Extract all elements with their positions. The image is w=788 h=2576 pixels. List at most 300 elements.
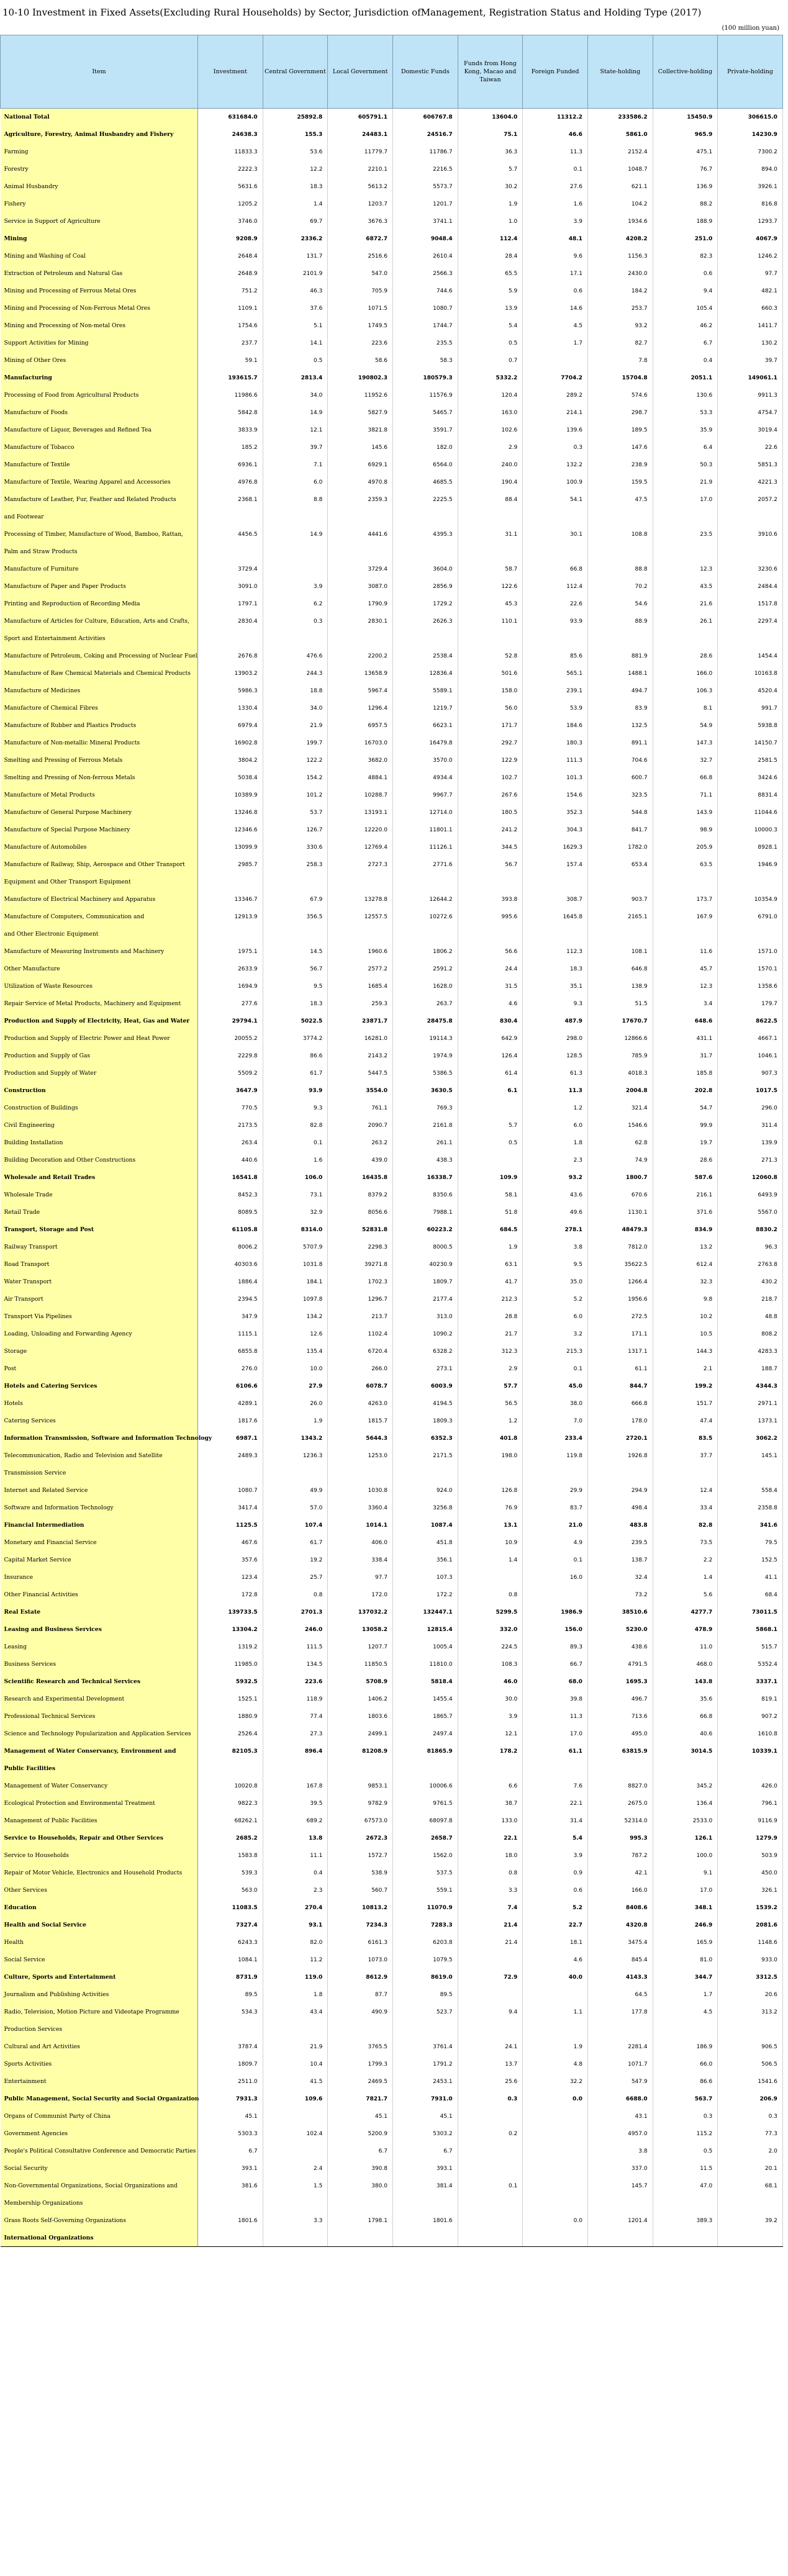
table-cell [523,352,588,369]
table-cell [587,2021,653,2038]
table-cell: 393.1 [392,2160,458,2177]
table-cell: 185.2 [198,439,263,456]
table-cell: 61.4 [458,1065,523,1082]
table-cell: 102.4 [263,2125,328,2143]
table-cell: 296.0 [718,1100,783,1117]
table-cell: 41.5 [263,2073,328,2090]
table-cell: 38.0 [523,1395,588,1412]
table-cell: 1411.7 [718,317,783,335]
table-cell: 52831.8 [328,1221,393,1239]
table-cell: 646.8 [587,960,653,978]
table-cell: 21.9 [653,474,718,491]
table-row [1,595,783,613]
table-cell: 49.9 [263,1482,328,1499]
table-cell: 3647.9 [198,1082,263,1100]
table-cell: 5644.3 [328,1430,393,1447]
table-cell: 1782.0 [587,839,653,856]
table-cell: 246.0 [263,1621,328,1638]
table-cell: 907.2 [718,1708,783,1725]
table-cell: 1205.2 [198,196,263,213]
table-cell: 40.6 [653,1725,718,1743]
row-label: Extraction of Petroleum and Natural Gas [1,265,198,282]
table-cell: 184.2 [587,282,653,300]
table-cell: 6688.0 [587,2090,653,2108]
table-cell [458,2143,523,2160]
table-row [1,439,783,456]
table-cell: 2469.5 [328,2073,393,2090]
row-label: Water Transport [1,1273,198,1291]
table-row [1,665,783,682]
table-cell: 97.7 [328,1569,393,1586]
table-cell: 560.7 [328,1882,393,1899]
table-cell: 1.9 [263,1412,328,1430]
table-cell: 93.2 [587,317,653,335]
row-label: Retail Trade [1,1204,198,1221]
row-label: Other Services [1,1882,198,1899]
table-cell: 85.6 [523,648,588,665]
table-cell: 9.1 [653,1864,718,1882]
table-cell: 1266.4 [587,1273,653,1291]
table-cell: 7300.2 [718,143,783,161]
table-cell: 8831.4 [718,787,783,804]
table-cell: 6.6 [458,1778,523,1795]
table-cell: 56.7 [263,960,328,978]
table-cell: 1803.6 [328,1708,393,1725]
table-cell: 3.2 [523,1326,588,1343]
table-cell: 6987.1 [198,1430,263,1447]
table-cell [458,1465,523,1482]
table-cell: 2430.0 [587,265,653,282]
table-row [1,1013,783,1030]
table-cell: 39.2 [718,2212,783,2230]
table-cell: 3.4 [653,995,718,1013]
table-cell: 1629.3 [523,839,588,856]
table-cell: 277.6 [198,995,263,1013]
row-label: Mining [1,230,198,248]
table-cell: 995.3 [587,1830,653,1847]
table-cell: 2057.2 [718,491,783,508]
table-cell: 1203.7 [328,196,393,213]
table-cell: 0.6 [523,282,588,300]
table-cell: 137032.2 [328,1604,393,1621]
table-row [1,630,783,648]
table-row [1,404,783,422]
table-cell: 159.5 [587,474,653,491]
table-cell: 1279.9 [718,1830,783,1847]
table-row [1,2004,783,2021]
table-cell [523,508,588,526]
row-label: Transport Via Pipelines [1,1308,198,1326]
table-row [1,839,783,856]
table-cell [587,874,653,891]
table-cell: 138.9 [587,978,653,995]
table-cell: 39.5 [263,1795,328,1812]
table-cell: 621.1 [587,178,653,196]
row-label: Cultural and Art Activities [1,2038,198,2056]
table-cell: 1809.7 [392,1273,458,1291]
table-cell: 43.1 [587,2108,653,2125]
row-label: Grass Roots Self-Governing Organizations [1,2212,198,2230]
table-cell [458,1569,523,1586]
table-cell: 11044.6 [718,804,783,821]
table-cell: 390.8 [328,2160,393,2177]
table-cell: 0.8 [458,1864,523,1882]
table-cell: 5986.3 [198,682,263,700]
row-label: Public Management, Social Security and Social Organization [1,2090,198,2108]
table-cell: 1946.9 [718,856,783,874]
table-cell: 28.6 [653,1152,718,1169]
table-cell: 1090.2 [392,1326,458,1343]
table-cell: 10.2 [653,1308,718,1326]
table-cell: 430.2 [718,1273,783,1291]
table-cell: 6623.1 [392,717,458,734]
table-cell: 263.7 [392,995,458,1013]
table-cell: 393.1 [198,2160,263,2177]
table-cell: 172.0 [328,1586,393,1604]
table-cell: 47.4 [653,1412,718,1430]
table-cell: 15704.8 [587,369,653,387]
table-row [1,1082,783,1100]
table-cell: 4395.3 [392,526,458,543]
table-cell: 2101.9 [263,265,328,282]
table-cell: 2591.2 [392,960,458,978]
table-cell: 241.2 [458,821,523,839]
table-cell [392,630,458,648]
table-cell: 523.7 [392,2004,458,2021]
table-cell: 1749.5 [328,317,393,335]
table-cell: 14.9 [263,404,328,422]
table-cell: 9.4 [653,282,718,300]
table-cell: 152.5 [718,1552,783,1569]
table-cell [392,508,458,526]
table-cell: 165.9 [653,1934,718,1951]
table-cell [458,2195,523,2212]
table-row [1,1186,783,1204]
table-row [1,230,783,248]
table-cell [587,630,653,648]
table-cell [458,508,523,526]
table-cell: 52.8 [458,648,523,665]
table-cell: 1645.8 [523,908,588,926]
table-cell [328,630,393,648]
table-cell: 108.1 [587,943,653,960]
table-cell: 263.2 [328,1134,393,1152]
table-cell: 1330.4 [198,700,263,717]
table-row [1,1308,783,1326]
table-cell: 2210.1 [328,161,393,178]
row-label: Repair Service of Metal Products, Machinery and Equipment [1,995,198,1013]
table-cell: 171.1 [587,1326,653,1343]
table-cell: 6929.1 [328,456,393,474]
table-cell: 13246.8 [198,804,263,821]
table-cell: 341.6 [718,1517,783,1534]
table-row [1,1673,783,1691]
table-cell: 82.8 [653,1517,718,1534]
table-cell: 166.0 [587,1882,653,1899]
table-cell: 74.9 [587,1152,653,1169]
table-cell: 98.9 [653,821,718,839]
table-cell: 10000.3 [718,821,783,839]
table-cell: 149061.1 [718,369,783,387]
table-row [1,856,783,874]
table-cell: 5.1 [263,317,328,335]
table-cell: 4520.4 [718,682,783,700]
table-cell: 0.8 [458,1586,523,1604]
table-cell: 689.2 [263,1812,328,1830]
table-cell: 12769.4 [328,839,393,856]
table-cell: 73.2 [587,1586,653,1604]
table-cell: 6791.0 [718,908,783,926]
table-cell: 563.0 [198,1882,263,1899]
table-cell: 216.1 [653,1186,718,1204]
table-cell: 11312.2 [523,109,588,126]
table-cell: 251.0 [653,230,718,248]
row-label: Palm and Straw Products [1,543,198,561]
table-cell: 2453.1 [392,2073,458,2090]
row-label: Production and Supply of Electric Power and Heat Power [1,1030,198,1047]
table-cell: 8.8 [263,491,328,508]
table-cell: 9116.9 [718,1812,783,1830]
row-label: Manufacture of Special Purpose Machinery [1,821,198,839]
table-cell: 28.6 [653,648,718,665]
table-cell: 539.3 [198,1864,263,1882]
table-row [1,2073,783,2090]
table-cell: 246.9 [653,1917,718,1934]
table-cell: 2004.8 [587,1082,653,1100]
table-cell [392,2230,458,2247]
table-cell: 1148.6 [718,1934,783,1951]
table-cell: 506.5 [718,2056,783,2073]
table-cell: 5509.2 [198,1065,263,1082]
table-cell: 1797.1 [198,595,263,613]
table-cell: 4221.3 [718,474,783,491]
table-cell: 147.6 [587,439,653,456]
table-cell [392,1465,458,1482]
table-cell: 20055.2 [198,1030,263,1047]
table-cell: 39.7 [263,439,328,456]
table-cell [653,926,718,943]
row-label: Processing of Timber, Manufacture of Wood, Bamboo, Rattan, [1,526,198,543]
table-cell: 7.0 [523,1412,588,1430]
table-cell: 332.0 [458,1621,523,1638]
table-cell: 0.9 [523,1864,588,1882]
table-cell: 158.0 [458,682,523,700]
table-cell: 82.7 [587,335,653,352]
table-cell: 7.4 [458,1899,523,1917]
table-cell: 35.1 [523,978,588,995]
table-cell: 380.0 [328,2177,393,2195]
table-cell: 2830.1 [328,613,393,630]
table-cell: 109.6 [263,2090,328,2108]
row-label: Management of Water Conservancy [1,1778,198,1795]
table-row [1,1899,783,1917]
table-cell: 1790.9 [328,595,393,613]
table-cell: 1017.5 [718,1082,783,1100]
table-cell: 258.3 [263,856,328,874]
table-cell: 212.3 [458,1291,523,1308]
table-cell: 670.6 [587,1186,653,1204]
row-label: Manufacture of Foods [1,404,198,422]
table-cell: 1097.8 [263,1291,328,1308]
row-label: Transmission Service [1,1465,198,1482]
table-cell: 796.1 [718,1795,783,1812]
table-cell: 8350.6 [392,1186,458,1204]
table-cell [653,630,718,648]
table-cell: 2499.1 [328,1725,393,1743]
row-label: Forestry [1,161,198,178]
table-cell: 3312.5 [718,1969,783,1986]
table-cell: 66.7 [523,1656,588,1673]
table-cell: 1115.1 [198,1326,263,1343]
table-cell: 1801.6 [392,2212,458,2230]
table-cell: 431.1 [653,1030,718,1047]
table-cell: 2358.8 [718,1499,783,1517]
table-cell: 1048.7 [587,161,653,178]
table-row [1,1743,783,1760]
table-cell: 13278.8 [328,891,393,908]
page-title: 10-10 Investment in Fixed Assets(Excluding Rural Households) by Sector, Jurisdiction ofManagement, Registration Status and Holding Type (2017) [2,7,702,18]
row-label: Mining and Washing of Coal [1,248,198,265]
table-cell: 468.0 [653,1656,718,1673]
table-cell: 9.8 [653,1291,718,1308]
column-header: Item [1,35,198,109]
table-cell: 751.2 [198,282,263,300]
table-cell: 81.0 [653,1951,718,1969]
table-row [1,335,783,352]
table-cell: 544.8 [587,804,653,821]
table-cell: 46.3 [263,282,328,300]
table-cell [718,874,783,891]
table-cell [392,2021,458,2038]
table-cell: 215.3 [523,1343,588,1360]
table-cell: 3424.6 [718,769,783,787]
table-row [1,1847,783,1864]
table-cell: 67573.0 [328,1812,393,1830]
table-cell: 5827.9 [328,404,393,422]
row-label: Science and Technology Popularization and Application Services [1,1725,198,1743]
table-cell: 26.1 [653,613,718,630]
table-cell: 37.6 [263,300,328,317]
row-label: Public Facilities [1,1760,198,1778]
table-cell: 24483.1 [328,126,393,143]
table-cell: 356.1 [392,1552,458,1569]
table-cell: 1975.1 [198,943,263,960]
table-cell: 2.9 [458,1360,523,1378]
table-row [1,995,783,1013]
table-cell [523,2230,588,2247]
table-cell: 352.3 [523,804,588,821]
table-cell: 22.6 [718,439,783,456]
table-cell: 9.5 [263,978,328,995]
table-cell [458,543,523,561]
table-cell: 70.2 [587,578,653,595]
table-cell: 8408.6 [587,1899,653,1917]
table-cell: 0.5 [263,352,328,369]
table-cell: 816.8 [718,196,783,213]
table-cell [718,1760,783,1778]
table-cell: 68262.1 [198,1812,263,1830]
table-cell [198,1760,263,1778]
table-row [1,1256,783,1273]
table-cell: 1030.8 [328,1482,393,1499]
table-cell: 4263.0 [328,1395,393,1412]
table-cell: 107.4 [263,1517,328,1534]
table-cell: 166.0 [653,665,718,682]
table-row [1,422,783,439]
row-label: Management of Public Facilities [1,1812,198,1830]
row-label: Leasing and Business Services [1,1621,198,1638]
row-label: Manufacture of Measuring Instruments and Machinery [1,943,198,960]
table-cell: 501.6 [458,665,523,682]
table-row [1,2090,783,2108]
table-cell [263,2230,328,2247]
table-row [1,1812,783,1830]
table-cell [263,2143,328,2160]
table-cell [458,2108,523,2125]
table-cell: 51.5 [587,995,653,1013]
table-cell: 106.3 [653,682,718,700]
table-cell: 11810.0 [392,1656,458,1673]
table-cell: 819.1 [718,1691,783,1708]
table-cell: 135.4 [263,1343,328,1360]
table-cell: 6203.8 [392,1934,458,1951]
table-cell [458,1100,523,1117]
table-cell: 157.4 [523,856,588,874]
table-cell: 35.6 [653,1691,718,1708]
table-cell: 3.8 [587,2143,653,2160]
row-label: Manufacture of Furniture [1,561,198,578]
table-cell: 173.7 [653,891,718,908]
table-cell: 7704.2 [523,369,588,387]
table-cell: 653.4 [587,856,653,874]
table-cell: 4067.9 [718,230,783,248]
table-row [1,2230,783,2247]
table-cell: 6957.5 [328,717,393,734]
table-cell: 14.1 [263,335,328,352]
table-row [1,1065,783,1082]
table-cell: 9208.9 [198,230,263,248]
table-cell: 5230.0 [587,1621,653,1638]
table-cell: 83.5 [653,1430,718,1447]
table-cell: 761.1 [328,1100,393,1117]
table-cell: 263.4 [198,1134,263,1152]
row-label: Construction of Buildings [1,1100,198,1117]
table-cell: 128.5 [523,1047,588,1065]
table-cell: 3746.0 [198,213,263,230]
table-cell: 65.5 [458,265,523,282]
table-cell: 54.9 [653,717,718,734]
table-cell: 199.7 [263,734,328,752]
table-cell: 58.1 [458,1186,523,1204]
table-cell: 143.8 [653,1673,718,1691]
table-cell: 97.7 [718,265,783,282]
table-cell: 67.9 [263,891,328,908]
table-cell: 154.6 [523,787,588,804]
table-cell: 54.7 [653,1100,718,1117]
table-cell [198,2195,263,2212]
table-cell: 122.2 [263,752,328,769]
table-cell: 102.6 [458,422,523,439]
table-cell: 1343.2 [263,1430,328,1447]
table-cell: 16338.7 [392,1169,458,1186]
table-cell: 105.4 [653,300,718,317]
row-label: Business Services [1,1656,198,1673]
table-cell: 145.6 [328,439,393,456]
table-cell: 180579.3 [392,369,458,387]
row-label: Construction [1,1082,198,1100]
table-cell: 145.7 [587,2177,653,2195]
table-cell: 45.3 [458,595,523,613]
